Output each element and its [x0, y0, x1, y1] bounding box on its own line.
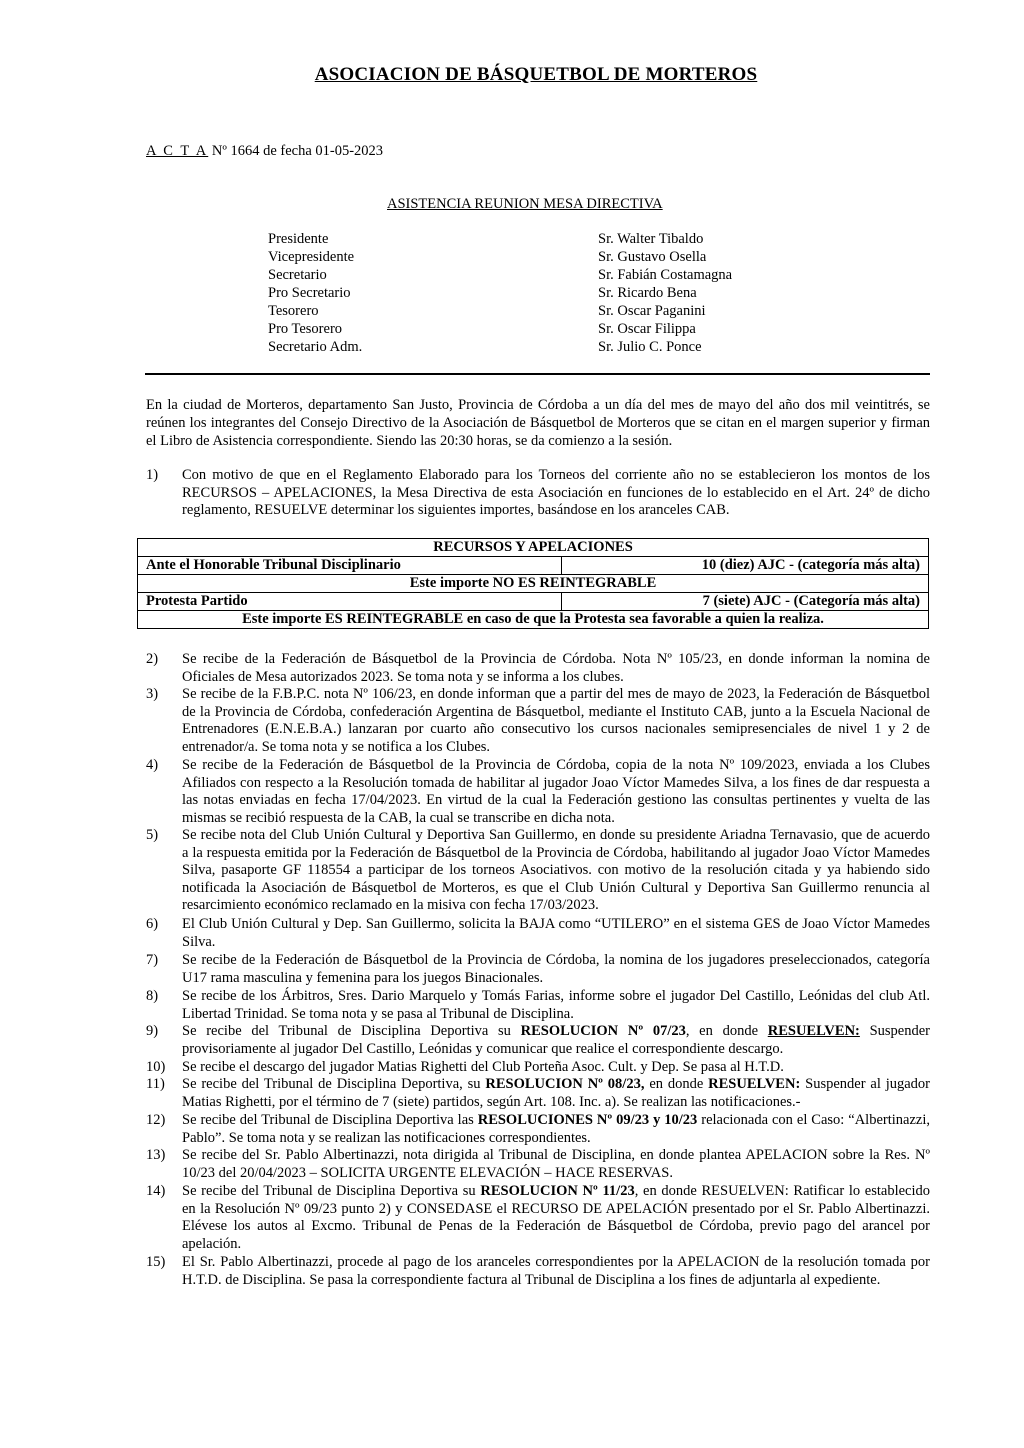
agenda-item-10 [146, 1059, 930, 1077]
table-cell: Este importe NO ES REINTEGRABLE [138, 575, 929, 593]
roster-role: Secretario [268, 267, 327, 283]
item-text: El Sr. Pablo Albertinazzi, procede al pago de los aranceles correspondientes por la APELACION de la resolución tomada por H.T.D. de Disciplina. Se pasa la correspondiente factura al Tribunal de Disciplina a los fines de adjuntarla al expediente. [182, 1254, 930, 1288]
item-number: 6) [146, 916, 159, 932]
resuelven-label: RESUELVEN: [767, 1023, 860, 1039]
acta-number-date: Nº 1664 de fecha 01-05-2023 [208, 143, 384, 159]
resolution-ref: RESOLUCION Nº 08/23, [485, 1076, 645, 1092]
item-text: Se recibe el descargo del jugador Matias Righetti del Club Porteña Asoc. Cult. y Dep. Se pasa al H.T.D. [182, 1059, 784, 1075]
roster-row [268, 230, 788, 248]
roster-role: Pro Secretario [268, 285, 351, 301]
roster-name: Sr. Gustavo Osella [598, 249, 707, 265]
text-run: relacionada con el Caso: “Albertinazzi, Pablo”. Se toma nota y se realizan las notificaciones correspondientes. [182, 1112, 930, 1146]
intro-paragraph: En la ciudad de Morteros, departamento San Justo, Provincia de Córdoba a un día del mes de mayo del año dos mil veintitrés, se reúnen los integrantes del Consejo Directivo de la Asociación de Básquetbol de Morteros que se citan en el margen superior y firman el Libro de Asistencia correspondiente. Siendo las 20:30 horas, se da comienzo a la sesión. [146, 397, 930, 449]
roster-row [268, 302, 788, 320]
roster-row [268, 284, 788, 302]
text-run: , en donde RESUELVEN: Ratificar lo establecido en la Resolución Nº 09/23 punto 2) y CONSEDASE el RECURSO DE APELACIÓN presentado por el Sr. Pablo Albertinazzi. Elévese los autos al Excmo. Tribunal de Penas de la Federación de Básquetbol de Córdoba, previo pago del arancel por apelación. [182, 1183, 931, 1252]
agenda-item-12 [146, 1112, 930, 1147]
document-title: ASOCIACION DE BÁSQUETBOL DE MORTEROS [314, 64, 758, 85]
roster-name: Sr. Oscar Filippa [598, 321, 696, 337]
roster-row [268, 338, 788, 356]
item-number: 10) [146, 1059, 166, 1075]
item-number: 7) [146, 952, 159, 968]
resolution-ref: RESOLUCION Nº 07/23 [520, 1023, 686, 1039]
roster-role: Tesorero [268, 303, 319, 319]
item-text [182, 1076, 930, 1111]
table-row [138, 593, 929, 611]
item-text: El Club Unión Cultural y Dep. San Guillermo, solicita la BAJA como “UTILERO” en el sistema GES de Joao Víctor Mamedes Silva. [182, 916, 930, 950]
agenda-item-13 [146, 1147, 930, 1182]
item-text: Se recibe de la Federación de Básquetbol de la Provincia de Córdoba. Nota Nº 105/23, en donde informan la nomina de Oficiales de Mesa autorizados 2023. Se toma nota y se informa a los clubes. [182, 651, 930, 685]
item-text [182, 1023, 930, 1058]
agenda-item-3 [146, 686, 930, 756]
item-text: Se recibe de la F.B.P.C. nota Nº 106/23, en donde informan que a partir del mes de mayo de 2023, la Federación de Básquetbol de la Provincia de Córdoba, confederación Argentina de Básquetbol, mediante el Instituto CAB, junto a la Escuela Nacional de Entrenadores (E.N.E.B.A.) lanzaran por cuarto año consecutivo los cursos nacionales semipresenciales de nivel 1 y 2 de entrenador/a. Se toma nota y se notifica a los Clubes. [182, 686, 930, 755]
item-number: 3) [146, 686, 159, 702]
item-number: 14) [146, 1183, 166, 1199]
roster-role: Vicepresidente [268, 249, 355, 265]
table-row [138, 557, 929, 575]
agenda-item-8 [146, 988, 930, 1023]
fees-table [137, 538, 929, 629]
text-run: Suspender provisoriamente al jugador Del Castillo, Leónidas y comunicar que realice el correspondiente descargo. [182, 1023, 930, 1057]
table-cell: 7 (siete) AJC - (Categoría más alta) [562, 593, 929, 611]
item-text [182, 1183, 930, 1253]
agenda-item-1 [146, 467, 930, 520]
horizontal-divider [145, 373, 930, 375]
roster-role: Pro Tesorero [268, 321, 343, 337]
agenda-item-11 [146, 1076, 930, 1111]
item-text: Se recibe de la Federación de Básquetbol de la Provincia de Córdoba, copia de la nota Nº 109/2023, enviada a los Clubes Afiliados con respecto a la Resolución tomada de habilitar al jugador Joao Víctor Mamedes Silva, a los fines de dar respuesta a las notas enviadas en fecha 17/04/2023. En virtud de la cual la Federación gestiono las consultas pertinentes y vuelta de las mismas se recibió respuesta de la CAB, la cual se transcribe en dicha nota. [182, 757, 930, 826]
item-text: Se recibe del Sr. Pablo Albertinazzi, nota dirigida al Tribunal de Disciplina, en donde plantea APELACION sobre la Res. Nº 10/23 del 20/04/2023 – SOLICITA URGENTE ELEVACIÓN – HACE RESERVAS. [182, 1147, 930, 1181]
item-number: 5) [146, 827, 159, 843]
text-run: Se recibe del Tribunal de Disciplina Deportiva su [182, 1023, 521, 1039]
text-run: en donde [644, 1076, 709, 1092]
table-row [138, 611, 929, 629]
table-cell: Ante el Honorable Tribunal Disciplinario [138, 557, 562, 575]
item-number: 8) [146, 988, 159, 1004]
item-number: 13) [146, 1147, 166, 1163]
roster-name: Sr. Walter Tibaldo [598, 231, 704, 247]
agenda-item-14 [146, 1183, 930, 1253]
roster-role: Secretario Adm. [268, 339, 363, 355]
text-run: Se recibe del Tribunal de Disciplina Deportiva su [182, 1183, 481, 1199]
table-cell: Este importe ES REINTEGRABLE en caso de que la Protesta sea favorable a quien la realiza. [138, 611, 929, 629]
roster-row [268, 266, 788, 284]
acta-line [146, 143, 383, 160]
resolution-ref: RESOLUCION Nº 11/23 [480, 1183, 635, 1199]
table-row [138, 539, 929, 557]
roster-role: Presidente [268, 231, 329, 247]
item-text: Se recibe de la Federación de Básquetbol de la Provincia de Córdoba, la nomina de los jugadores preseleccionados, categoría U17 rama masculina y femenina para los juegos Binacionales. [182, 952, 930, 986]
attendance-roster [268, 230, 788, 356]
item-text: Se recibe de los Árbitros, Sres. Dario Marquelo y Tomás Farias, informe sobre el jugador Del Castillo, Leónidas del club Atl. Libertad Trinidad. Se toma nota y se pasa al Tribunal de Disciplina. [182, 988, 930, 1022]
roster-row [268, 320, 788, 338]
item-number: 11) [146, 1076, 165, 1092]
agenda-item-7 [146, 952, 930, 987]
item-number: 9) [146, 1023, 159, 1039]
agenda-item-6 [146, 916, 930, 951]
table-cell: Protesta Partido [138, 593, 562, 611]
item-number: 15) [146, 1254, 166, 1270]
agenda-item-15 [146, 1254, 930, 1289]
item-number: 4) [146, 757, 159, 773]
item-number: 2) [146, 651, 159, 667]
text-run: Se recibe del Tribunal de Disciplina Deportiva, su [182, 1076, 486, 1092]
text-run: , en donde [685, 1023, 768, 1039]
item-number: 12) [146, 1112, 166, 1128]
item-text: Con motivo de que en el Reglamento Elaborado para los Torneos del corriente año no se establecieron los montos de los RECURSOS – APELACIONES, la Mesa Directiva de esta Asociación en funciones de lo establecido en el Art. 24º de dicho reglamento, RESUELVE determinar los siguientes importes, basándose en los aranceles CAB. [182, 467, 930, 519]
table-cell: 10 (diez) AJC - (categoría más alta) [562, 557, 929, 575]
item-text: Se recibe nota del Club Unión Cultural y Deportiva San Guillermo, en donde su presidente Ariadna Ternavasio, que de acuerdo a la respuesta emitida por la Federación de Básquetbol de la Provincia de Córdoba, habilitando al jugador Joao Víctor Mamedes Silva, pasaporte GF 118554 a participar de los torneos Asociativos. con motivo de la resolución citada y ya habiendo sido notificada la Asociación de Básquetbol de Morteros, es que el Club Unión Cultural y Deportiva San Guillermo renuncia al resarcimiento económico reclamado en la misiva con fecha 17/03/2023. [182, 827, 930, 914]
attendance-heading: ASISTENCIA REUNION MESA DIRECTIVA [387, 196, 663, 212]
item-number: 1) [146, 467, 159, 483]
agenda-item-9 [146, 1023, 930, 1058]
table-header: RECURSOS Y APELACIONES [138, 539, 929, 557]
text-run: Suspender al jugador Matias Righetti, por el término de 7 (siete) partidos, según Art. 108. Inc. a). Se realizan las notificaciones.- [182, 1076, 930, 1110]
table-row [138, 575, 929, 593]
agenda-item-2 [146, 651, 930, 686]
text-run: Se recibe del Tribunal de Disciplina Deportiva las [182, 1112, 478, 1128]
roster-name: Sr. Fabián Costamagna [598, 267, 733, 283]
roster-name: Sr. Julio C. Ponce [598, 339, 702, 355]
roster-name: Sr. Ricardo Bena [598, 285, 697, 301]
resuelven-label: RESUELVEN: [708, 1076, 801, 1092]
resolution-ref: RESOLUCIONES Nº 09/23 y 10/23 [477, 1112, 698, 1128]
agenda-item-4 [146, 757, 930, 827]
acta-label: A C T A [146, 143, 209, 159]
item-text [182, 1112, 930, 1147]
roster-name: Sr. Oscar Paganini [598, 303, 706, 319]
agenda-item-5 [146, 827, 930, 915]
roster-row [268, 248, 788, 266]
